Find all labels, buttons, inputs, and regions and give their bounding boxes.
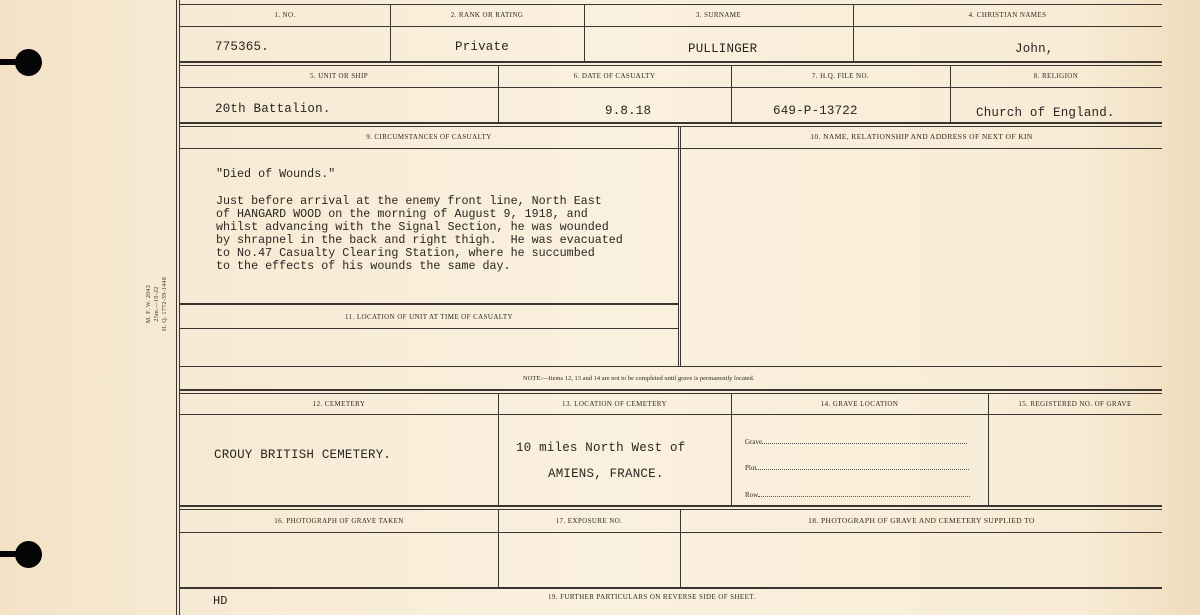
file-no-value: 649-P-13722 <box>773 104 858 118</box>
plot-field[interactable]: Plot <box>745 462 969 472</box>
cemetery-value: CROUY BRITISH CEMETERY. <box>214 448 392 462</box>
label-next-of-kin: 10. NAME, RELATIONSHIP AND ADDRESS OF NEXT OF KIN <box>810 132 1033 141</box>
cemetery-location-line2: AMIENS, FRANCE. <box>548 467 664 481</box>
print-code: 25m.—10-22 <box>154 286 160 322</box>
label-religion: 8. RELIGION <box>1033 72 1079 80</box>
label-no: 1. NO. <box>274 11 296 19</box>
label-date: 6. DATE OF CASUALTY <box>573 72 656 80</box>
completion-note: NOTE:—Items 12, 13 and 14 are not to be completed until grave is permanently located. <box>523 375 755 382</box>
circumstances-heading: "Died of Wounds." <box>216 167 336 181</box>
label-supplied-to: 18. PHOTOGRAPH OF GRAVE AND CEMETERY SUPPLIED TO <box>808 516 1035 525</box>
label-location-of-unit: 11. LOCATION OF UNIT AT TIME OF CASUALTY <box>345 313 513 321</box>
print-code: H. Q. 1772-39-1448 <box>162 276 168 332</box>
label-photo-taken: 16. PHOTOGRAPH OF GRAVE TAKEN <box>274 517 404 525</box>
label-exposure-no: 17. EXPOSURE NO. <box>555 517 623 525</box>
print-code: M. F. W. 2043 <box>146 284 152 324</box>
clerk-initials: HD <box>213 594 228 608</box>
label-surname: 3. SURNAME <box>695 11 742 19</box>
label-unit: 5. UNIT OR SHIP <box>310 72 368 80</box>
date-of-casualty-value: 9.8.18 <box>605 104 652 118</box>
label-rank: 2. RANK OR RATING <box>450 11 524 19</box>
label-registered-no: 15. REGISTERED NO. OF GRAVE <box>1018 400 1132 408</box>
label-grave-location: 14. GRAVE LOCATION <box>820 400 899 408</box>
christian-names-value: John, <box>1015 42 1054 56</box>
surname-value: PULLINGER <box>688 42 758 56</box>
grave-field[interactable]: Grave <box>745 436 967 446</box>
unit-value: 20th Battalion. <box>215 102 331 116</box>
label-further-particulars: 19. FURTHER PARTICULARS ON REVERSE SIDE OF SHEET. <box>548 593 756 601</box>
row-field[interactable]: Row <box>745 489 970 499</box>
label-file-no: 7. H.Q. FILE NO. <box>811 72 870 80</box>
cemetery-location-line1: 10 miles North West of <box>516 441 686 455</box>
religion-value: Church of England. <box>976 106 1115 120</box>
form-left-border <box>176 0 177 615</box>
service-number: 775365. <box>215 40 269 54</box>
label-christian-names: 4. CHRISTIAN NAMES <box>968 11 1047 19</box>
label-location-of-cemetery: 13. LOCATION OF CEMETERY <box>562 400 667 408</box>
label-cemetery: 12. CEMETERY <box>312 400 366 408</box>
label-circumstances: 9. CIRCUMSTANCES OF CASUALTY <box>366 133 492 141</box>
margin-print-codes <box>142 270 172 340</box>
rank-value: Private <box>455 40 509 54</box>
